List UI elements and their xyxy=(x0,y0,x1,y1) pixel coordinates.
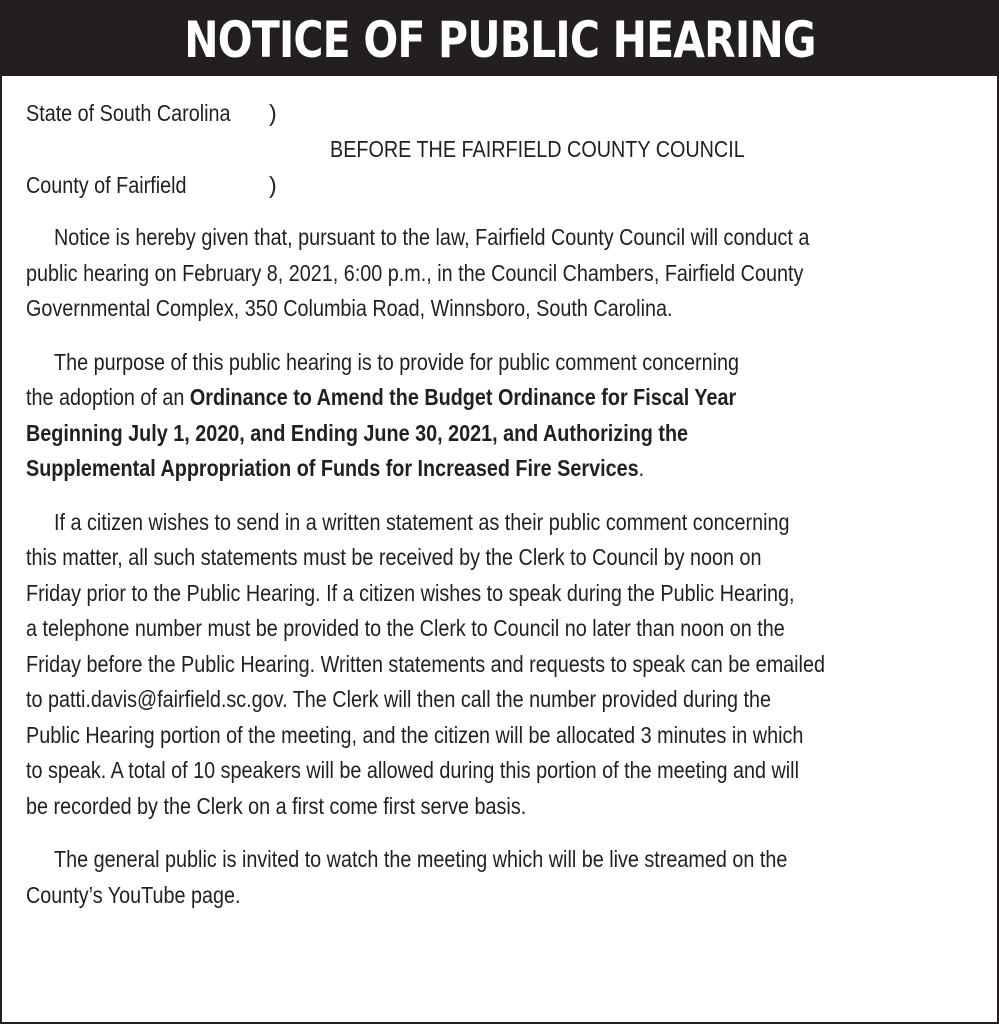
citizen-line: If a citizen wishes to send in a written statement as their public comment concerning xyxy=(54,508,790,535)
notice-body xyxy=(26,96,976,913)
caption-county-row xyxy=(26,168,976,204)
purpose-line: The purpose of this public hearing is to provide for public comment concerning xyxy=(54,348,739,375)
paragraph-purpose xyxy=(26,345,976,487)
citizen-line: be recorded by the Clerk on a first come first serve basis. xyxy=(26,792,527,819)
notice-title: NOTICE OF PUBLIC HEARING xyxy=(183,11,816,69)
caption-before-council: BEFORE THE FAIRFIELD COUNTY COUNCIL xyxy=(330,136,745,162)
citizen-line: Friday prior to the Public Hearing. If a citizen wishes to speak during the Public Hearing, xyxy=(26,579,795,606)
caption-county: County of Fairfield xyxy=(26,172,187,198)
ordinance-title-bold: Supplemental Appropriation of Funds for Increased Fire Services xyxy=(26,455,639,481)
notice-line: Governmental Complex, 350 Columbia Road, Winnsboro, South Carolina. xyxy=(26,295,673,321)
caption-state: State of South Carolina xyxy=(26,100,231,126)
caption-paren-1: ) xyxy=(269,100,277,126)
paragraph-citizen xyxy=(26,505,976,825)
citizen-line-email: to patti.davis@fairfield.sc.gov. The Clerk will then call the number provided during the xyxy=(26,686,771,712)
purpose-period: . xyxy=(638,455,645,481)
general-line: County’s YouTube page. xyxy=(26,881,241,908)
purpose-plain-text: the adoption of an xyxy=(26,384,190,410)
paragraph-general xyxy=(26,842,976,913)
notice-line: public hearing on February 8, 2021, 6:00 p.m., in the Council Chambers, Fairfield County xyxy=(26,259,804,286)
citizen-line: Public Hearing portion of the meeting, and the citizen will be allocated 3 minutes in which xyxy=(26,721,804,748)
general-line: The general public is invited to watch the meeting which will be live streamed on the xyxy=(54,846,788,872)
ordinance-title-bold: Beginning July 1, 2020, and Ending June 30, 2021, and Authorizing the xyxy=(26,419,689,446)
caption-state-row xyxy=(26,96,976,132)
notice-line: Notice is hereby given that, pursuant to the law, Fairfield County Council will conduct a xyxy=(54,224,810,250)
citizen-line: a telephone number must be provided to the Clerk to Council no later than noon on the xyxy=(26,615,785,641)
citizen-line: to speak. A total of 10 speakers will be allowed during this portion of the meeting and will xyxy=(26,757,799,783)
paragraph-notice xyxy=(26,220,976,327)
purpose-line xyxy=(26,451,644,487)
title-banner xyxy=(2,2,997,76)
ordinance-title-bold: Ordinance to Amend the Budget Ordinance for Fiscal Year xyxy=(189,384,737,410)
caption-paren-2: ) xyxy=(269,172,277,198)
purpose-line xyxy=(26,380,736,416)
citizen-line: Friday before the Public Hearing. Written statements and requests to speak can be emailed xyxy=(26,650,825,677)
caption-before-row xyxy=(26,132,976,168)
citizen-line: this matter, all such statements must be received by the Clerk to Council by noon on xyxy=(26,544,762,570)
